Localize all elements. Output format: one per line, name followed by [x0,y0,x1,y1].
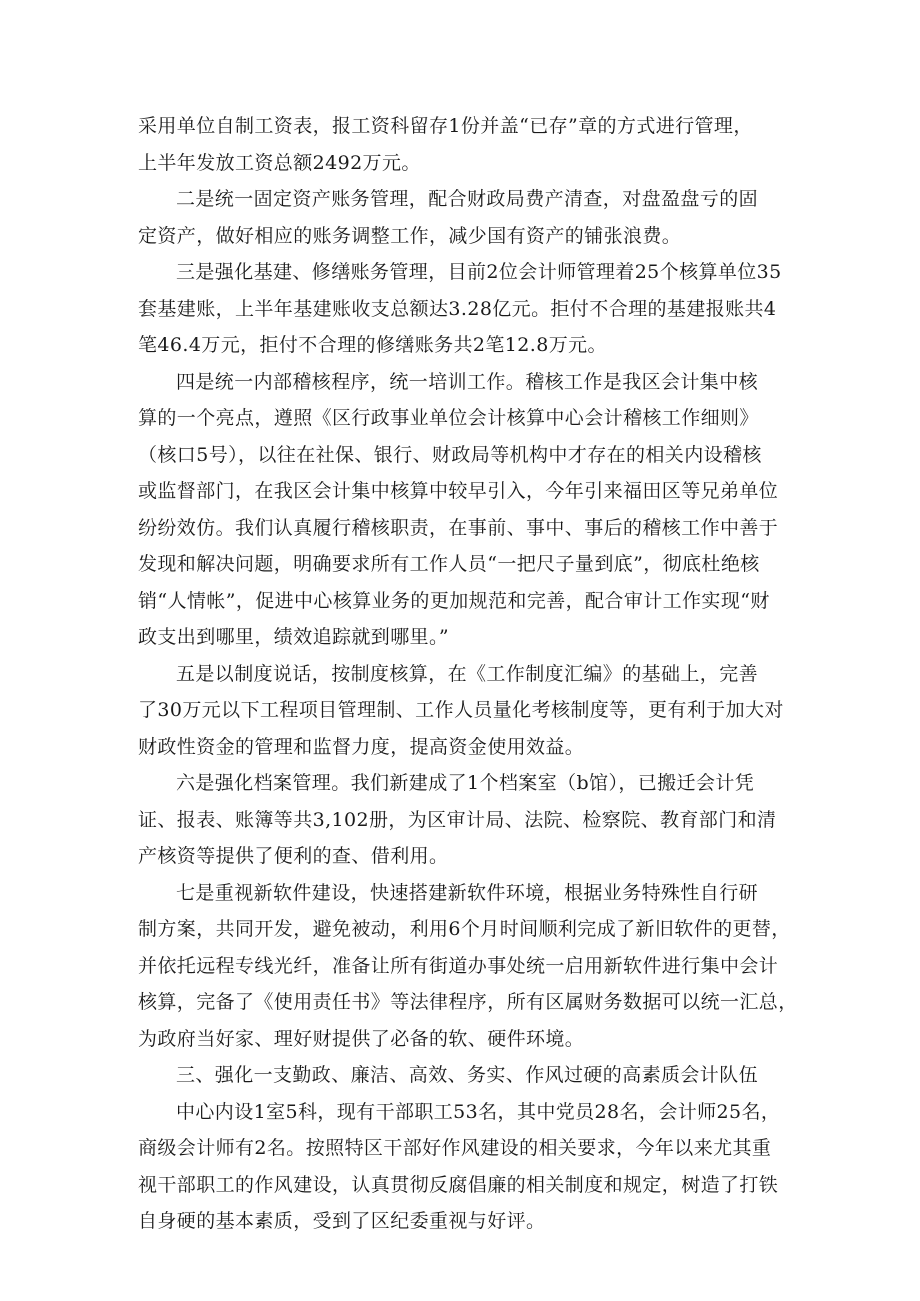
paragraph [138,1057,798,1094]
text-line: 套基建账，上半年基建账收支总额达3.28亿元。拒付不合理的基建报账共4 [138,297,777,320]
text-line: 了30万元以下工程项目管理制、工作人员量化考核制度等，更有利于加大对 [138,699,784,721]
paragraph [138,108,798,181]
text-line: 算的一个亮点，遵照《区行政事业单位会计核算中心会计稽核工作细则》 [138,407,759,429]
text-line: 七是重视新软件建设，快速搭建新软件环境，根据业务特殊性自行研 [176,881,759,904]
text-line: 产核资等提供了便利的查、借利用。 [138,845,449,867]
text-line: 六是强化档案管理。我们新建成了1个档案室（b馆），已搬迁会计凭 [176,772,755,794]
text-line: 视干部职工的作风建设，认真贯彻反腐倡廉的相关制度和规定，树造了打铁 [138,1173,779,1196]
paragraph [138,1094,798,1240]
text-line: 笔46.4万元，拒付不合理的修缮账务共2笔12.8万元。 [138,334,607,356]
text-line: 商级会计师有2名。按照特区干部好作风建设的相关要求，今年以来尤其重 [138,1137,772,1159]
paragraph [138,254,798,364]
text-line: 五是以制度说话，按制度核算，在《工作制度汇编》的基础上，完善 [176,662,759,685]
text-line: 四是统一内部稽核程序，统一培训工作。稽核工作是我区会计集中核 [176,370,759,393]
text-line: 或监督部门，在我区会计集中核算中较早引入，今年引来福田区等兄弟单位 [138,480,779,502]
paragraph [138,765,798,875]
paragraph [138,656,798,766]
text-line: 上半年发放工资总额2492万元。 [138,151,421,174]
text-line: 发现和解决问题，明确要求所有工作人员“一把尺子量到底”，彻底杜绝核 [138,553,760,575]
text-line: 财政性资金的管理和监督力度，提高资金使用效益。 [138,735,585,758]
text-line: 为政府当好家、理好财提供了必备的软、硬件环境。 [138,1027,585,1050]
paragraph [138,875,798,1058]
paragraph [138,181,798,254]
text-line: 核算，完备了《使用责任书》等法律程序，所有区属财务数据可以统一汇总， [138,991,798,1013]
paragraph [138,364,798,656]
text-line: 定资产，做好相应的账务调整工作，减少国有资产的铺张浪费。 [138,224,682,247]
text-line: 三是强化基建、修缮账务管理，目前2位会计师管理着25个核算单位35 [176,261,782,283]
text-line: 中心内设1室5科，现有干部职工53名，其中党员28名，会计师25名， [176,1100,781,1123]
text-line: 制方案，共同开发，避免被动，利用6个月时间顺利完成了新旧软件的更替， [138,918,791,940]
text-line: 采用单位自制工资表，报工资科留存1份并盖“已存”章的方式进行管理， [138,115,753,137]
document-body [138,108,798,1240]
text-line: 销“人情帐”，促进中心核算业务的更加规范和完善，配合审计工作实现“财 [138,589,770,612]
text-line: 二是统一固定资产账务管理，配合财政局费产清查，对盘盈盘亏的固 [176,188,759,210]
text-line: 并依托远程专线光纤，准备让所有街道办事处统一启用新软件进行集中会计 [138,954,779,977]
text-line: 自身硬的基本素质，受到了区纪委重视与好评。 [138,1210,546,1232]
text-line: 三、强化一支勤政、廉洁、高效、务实、作风过硬的高素质会计队伍 [176,1064,759,1086]
text-line: 政支出到哪里，绩效追踪就到哪里。” [138,626,450,648]
text-line: 证、报表、账簿等共3,102册，为区审计局、法院、检察院、教育部门和清 [138,808,777,831]
text-line: 纷纷效仿。我们认真履行稽核职责，在事前、事中、事后的稽核工作中善于 [138,516,779,539]
text-line: （核口5号），以往在社保、银行、财政局等机构中才存在的相关内设稽核 [138,443,762,466]
